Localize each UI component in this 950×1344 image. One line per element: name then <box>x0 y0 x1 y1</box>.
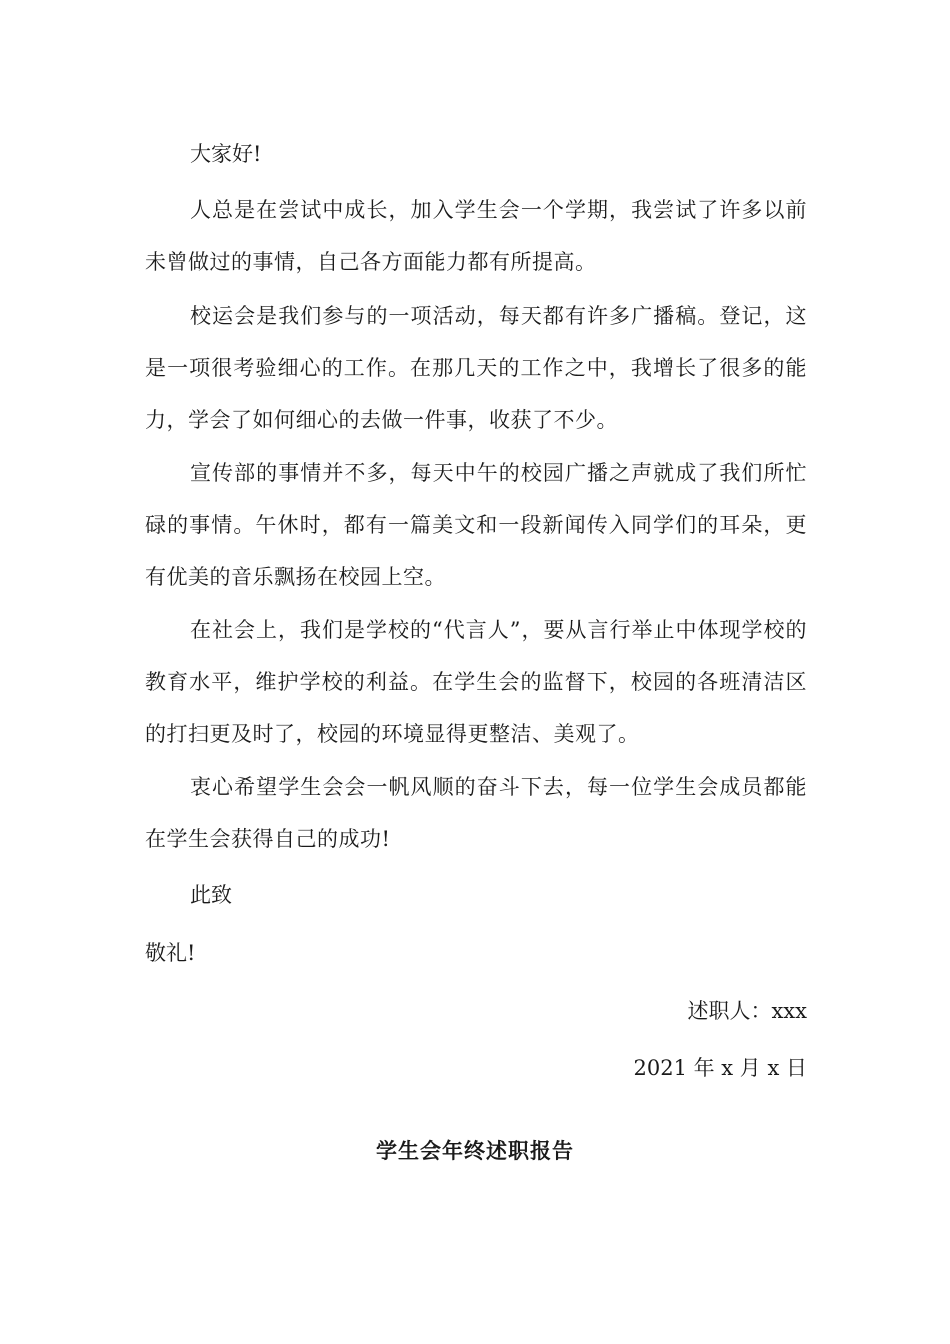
paragraph-text: 衷心希望学生会会一帆风顺的奋斗下去，每一位学生会成员都能在学生会获得自己的成功! <box>145 775 807 851</box>
greeting: 大家好! <box>190 142 262 166</box>
date-line: 2021 年 x 月 x 日 <box>633 1056 807 1080</box>
paragraph-text: 人总是在尝试中成长，加入学生会一个学期，我尝试了许多以前未曾做过的事情，自己各方面能力都有所提高。 <box>145 198 807 274</box>
paragraph-4 <box>145 604 807 760</box>
closing-regards: 敬礼! <box>145 941 196 965</box>
signature-line: 述职人：xxx <box>687 999 807 1023</box>
paragraph-text: 在社会上，我们是学校的“代言人”，要从言行举止中体现学校的教育水平，维护学校的利益。在学生会的监督下，校园的各班清洁区的打扫更及时了，校园的环境显得更整洁、美观了。 <box>145 618 807 746</box>
paragraph-1 <box>145 184 807 288</box>
closing-salutation: 此致 <box>190 883 232 907</box>
paragraph-2 <box>145 290 807 446</box>
paragraph-3 <box>145 447 807 603</box>
paragraph-5 <box>145 761 807 865</box>
paragraph-text: 宣传部的事情并不多，每天中午的校园广播之声就成了我们所忙碌的事情。午休时，都有一篇美文和一段新闻传入同学们的耳朵，更有优美的音乐飘扬在校园上空。 <box>145 461 807 589</box>
document-title: 学生会年终述职报告 <box>376 1138 574 1163</box>
paragraph-text: 校运会是我们参与的一项活动，每天都有许多广播稿。登记，这是一项很考验细心的工作。在那几天的工作之中，我增长了很多的能力，学会了如何细心的去做一件事，收获了不少。 <box>145 304 807 432</box>
